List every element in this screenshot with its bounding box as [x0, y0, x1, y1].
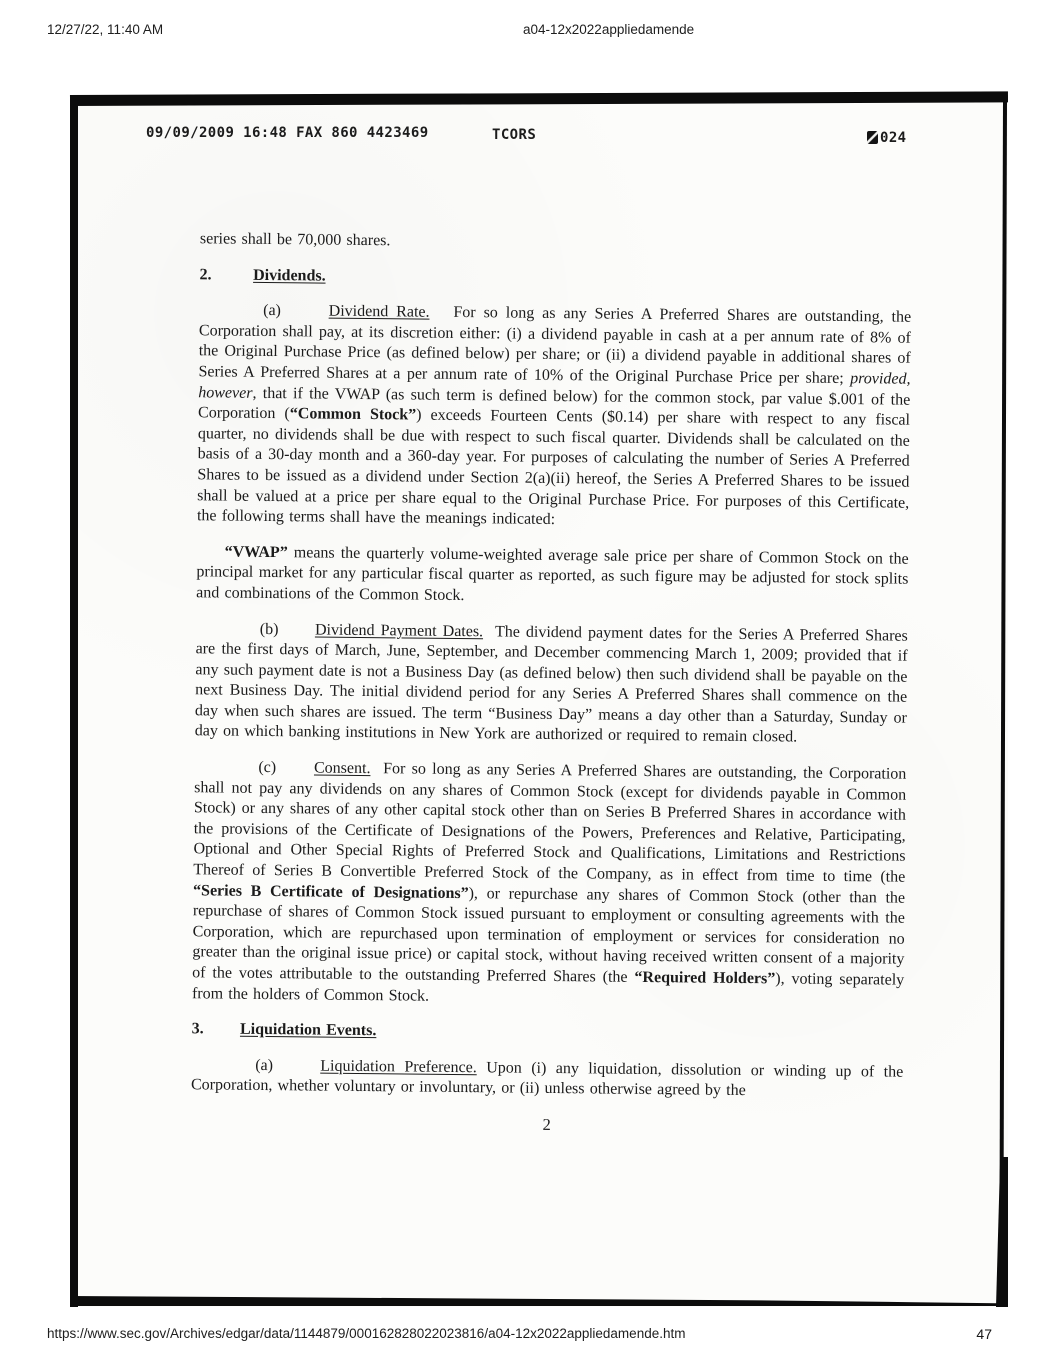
paragraph-dividend-rate: (a) Dividend Rate. For so long as any Series A Preferred Shares are outstanding, the Corporation shall pay, at its discretion either: (i) a dividend payable in cash at a per annum rate of 8% of the Original Purchase Price (as defined below) per share; or (ii) a dividend payable in additional shares of Series A Preferred Shares at a per annum rate of 10% of the Original Purchase Price per share; provided, however, that if the VWAP (as such term is defined below) for the common stock, par value $.001 of the Corporation (“Common Stock”) exceeds Fourteen Cents ($0.14) per share with respect to any fiscal quarter, no dividends shall be due with respect to such fiscal quarter. Dividends shall be calculated on the basis of a 30-day month and a 360-day year. For purposes of calculating the number of Series A Preferred Shares to be issued as a dividend under Section 2(a)(ii) hereof, the Series A Preferred Shares to be issued shall be valued at a price per share equal to the Original Purchase Price. For purposes of this Certificate, the following terms shall have the meanings indicated:	[196, 302, 912, 529]
fax-timestamp: 09/09/2009 16:48 FAX 860 4423469	[146, 125, 429, 141]
print-footer-page-number: 47	[976, 1326, 992, 1342]
section-heading-liquidation-events: 3. Liquidation Events.	[191, 1020, 377, 1040]
scan-edge-right-bottom	[996, 1157, 1008, 1307]
scanned-fax-document	[70, 95, 1008, 1307]
paragraph-dividend-payment-dates: (b) Dividend Payment Dates. The dividend payment dates for the Series A Preferred Shares are the first days of March, June, September, and December commencing March 1, 2009; provided that if any such payment date is not a Business Day (as defined below) then such dividend shall be payable on the next Business Day. The initial dividend period for any Series A Preferred Shares shall commence on the day when such shares are issued. The term “Business Day” means a day other than a Saturday, Sunday or day on which banking institutions in New York are authorized or required to remain closed.	[194, 620, 908, 747]
scan-edge-right	[999, 101, 1007, 1307]
scan-edge-bottom	[70, 1296, 1008, 1306]
fax-sender-id: TCORS	[492, 127, 537, 143]
scan-edge-top	[70, 91, 1008, 106]
paragraph-continuation: series shall be 70,000 shares.	[199, 230, 391, 250]
fax-page-count: 024	[880, 130, 907, 146]
paragraph-liquidation-preference: (a) Liquidation Preference. Upon (i) any liquidation, dissolution or winding up of the Corporation, whether voluntary or involuntary, or (ii) unless otherwise agreed by the	[190, 1056, 904, 1100]
print-footer-url: https://www.sec.gov/Archives/edgar/data/1144879/000162828022023816/a04-12x2022appliedamende.htm	[47, 1326, 686, 1341]
paragraph-consent: (c) Consent. For so long as any Series A Preferred Shares are outstanding, the Corporation shall not pay any dividends on any shares of Common Stock (except for dividends payable in Common Stock) or any shares of any other capital stock other than on Series B Preferred Shares in accordance with the provisions of the Certificate of Designations of the Powers, Preferences and Relative, Participating, Optional and Other Special Rights of Preferred Stock and Qualifications, Limitations and Restrictions Thereof of Series B Convertible Preferred Stock of the Company, as in effect from time to time (the “Series B Certificate of Designations”), or repurchase any shares of Common Stock (other than the repurchase of shares of Common Stock issued pursuant to employment or consulting agreements with the Corporation, which are repurchased upon termination of employment or services for consideration no greater than the original issue price) or capital stock, without having received written consent of a majority of the votes attributable to the outstanding Preferred Shares (the “Required Holders”), voting separately from the holders of Common Stock.	[191, 758, 907, 1005]
fax-page-icon	[867, 131, 878, 144]
print-header-document-title: a04-12x2022appliedamende	[523, 22, 695, 37]
fax-transmission-header	[70, 125, 1008, 147]
section-heading-dividends: 2. Dividends.	[199, 265, 326, 285]
scan-edge-left	[70, 95, 78, 1307]
print-header-datetime: 12/27/22, 11:40 AM	[47, 22, 164, 37]
paragraph-vwap-definition: “VWAP” means the quarterly volume-weighted average sale price per share of Common Stock on the principal market for any particular fiscal quarter as reported, as such figure may be adjusted for stock splits and combinations of the Common Stock.	[196, 543, 909, 604]
fax-page-indicator	[867, 130, 907, 146]
document-page-number: 2	[542, 1114, 551, 1134]
document-body	[190, 229, 912, 1154]
